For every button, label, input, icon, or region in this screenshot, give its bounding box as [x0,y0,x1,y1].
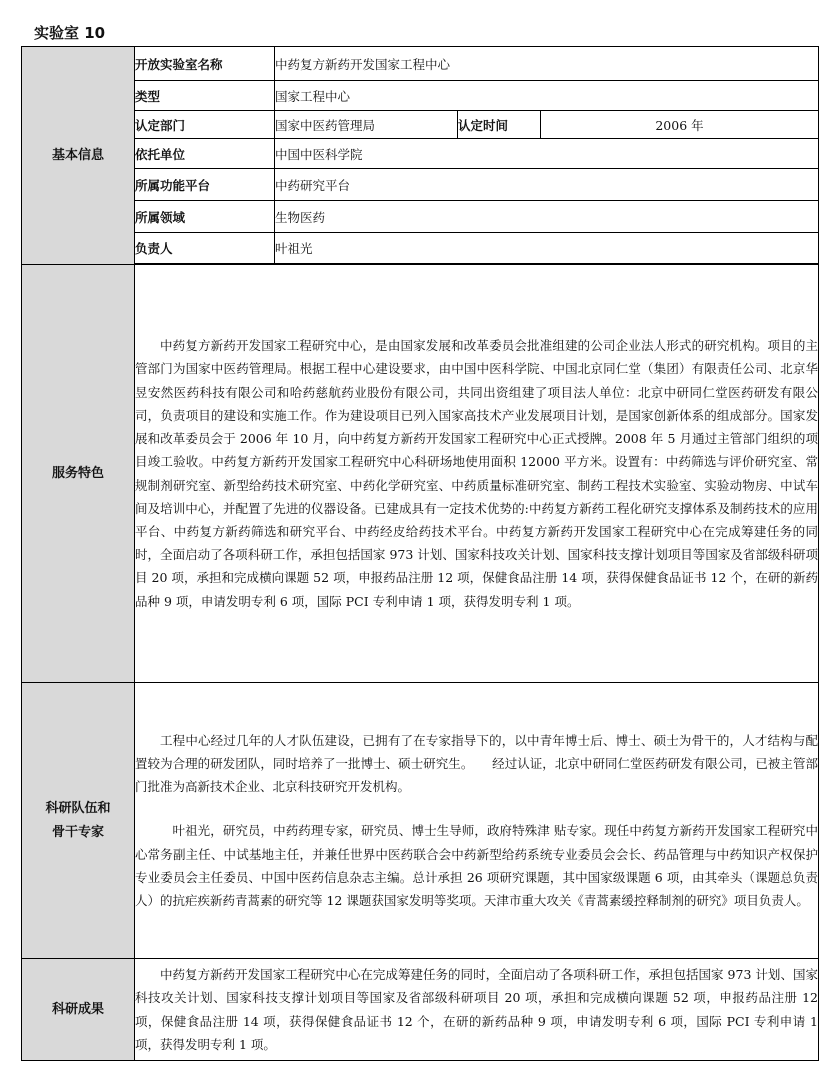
type-label: 类型 [135,81,275,111]
leader-label: 负责人 [135,233,275,264]
dept-label: 认定部门 [135,111,275,139]
field-value: 生物医药 [275,201,819,233]
row-field [22,201,819,233]
time-label: 认定时间 [458,111,541,139]
team-text-1: 工程中心经过几年的人才队伍建设，已拥有了在专家指导下的，以中青年博士后、博士、硕士为骨干的，人才结构与配置较为合理的研发团队，同时培养了一批博士、硕士研究生。 经过认证，北京中研同仁堂医药研发有限公司，已被主管部门批准为高新技术企业、北京科技研究开发机构。 [135,732,818,795]
row-service [22,265,819,683]
type-value: 国家工程中心 [275,81,819,111]
row-platform [22,169,819,201]
page-title: 实验室 10 [34,24,106,42]
category-team-line1: 科研队伍和 [45,800,111,816]
dept-value: 国家中医药管理局 [275,111,458,139]
results-cell [135,959,819,1061]
row-team [22,683,819,959]
field-label: 所属领域 [135,201,275,233]
service-cell [135,265,819,683]
service-text: 中药复方新药开发国家工程研究中心，是由国家发展和改革委员会批准组建的公司企业法人形式的研究机构。项目的主管部门为国家中医药管理局。根据工程中心建设要求，由中国中医科学院、中国北京同仁堂（集团）有限责任公司、北京华昱安然医药科技有限公司和哈药慈航药业股份有限公司，共同出资组建了项目法人单位：北京中研同仁堂医药研发有限公司，负责项目的建设和实施工作。作为建设项目已列入国家高技术产业发展项目计划，是国家创新体系的组成部分。国家发展和改革委员会于 2006 年 10 月，向中药复方新药开发国家工程研究中心正式授牌。2008 年 5 月通过主管部门组织的项目竣工验收。中药复方新药开发国家工程研究中心科研场地使用面积 12000 平方米。设置有：中药筛选与评价研究室、常规制剂研究室、新型给药技术研究室、中药化学研究室、中药质量标准研究室、制药工程技术实验室、实验动物房、中试车间及培训中心，并配置了先进的仪器设备。已建成具有一定技术优势的:中药复方新药工程化研究支撑体系及制药技术的应用平台、中药复方新药筛选和研究平台、中药经皮给药技术平台。中药复方新药开发国家工程研究中心在完成筹建任务的同时，全面启动了各项科研工作，承担包括国家 973 计划、国家科技攻关计划、国家科技支撑计划项目等国家及省部级科研项目 20 项，承担和完成横向课题 52 项，申报药品注册 12 项，保健食品注册 14 项，获得保健食品证书 12 个，在研的新药品种 9 项，申请发明专利 6 项，国际 PCI 专利申请 1 项，获得发明专利 1 项。 [135,338,818,609]
row-lab-name [22,47,819,81]
host-label: 依托单位 [135,139,275,169]
row-results [22,959,819,1061]
host-value: 中国中医科学院 [275,139,819,169]
category-service: 服务特色 [22,265,135,683]
category-team [22,683,135,959]
results-text: 中药复方新药开发国家工程研究中心在完成筹建任务的同时，全面启动了各项科研工作，承担包括国家 973 计划、国家科技攻关计划、国家科技支撑计划项目等国家及省部级科研项目 20 项，承担和完成横向课题 52 项，申报药品注册 12 项，保健食品注册 14 项，获得保健食品证书 12 个，在研的新药品种 9 项，申请发明专利 6 项，国际 PCI 专利申请 1 项，获得发明专利 1 项。 [135,967,818,1052]
time-value: 2006 年 [541,111,819,139]
category-team-line2: 骨干专家 [51,824,104,840]
team-text-2: 叶祖光，研究员，中药药理专家，研究员、博士生导师，政府特殊津 贴专家。现任中药复方新药开发国家工程研究中心常务副主任、中试基地主任，并兼任世界中医药联合会中药新型给药系统专业委员会会长、药品管理与中药知识产权保护专业委员会主任委员、中国中医药信息杂志主编。总计承担 26 项研究课题，其中国家级课题 6 项，由其牵头（课题总负责人）的抗疟疾新药青蒿素的研究等 12 课题获国家发明等奖项。天津市重大攻关《青蒿素缓控释制剂的研究》项目负责人。 [135,823,818,908]
platform-label: 所属功能平台 [135,169,275,201]
lab-name-value: 中药复方新药开发国家工程中心 [275,47,819,81]
leader-value: 叶祖光 [275,233,819,264]
category-basic-info: 基本信息 [22,47,135,265]
lab-name-label: 开放实验室名称 [135,47,275,81]
platform-value: 中药研究平台 [275,169,819,201]
row-leader [22,233,819,264]
category-results: 科研成果 [22,959,135,1061]
team-cell [135,683,819,959]
row-host [22,139,819,169]
lab-info-table [21,46,819,1061]
row-type [22,81,819,111]
row-dept [22,111,819,139]
